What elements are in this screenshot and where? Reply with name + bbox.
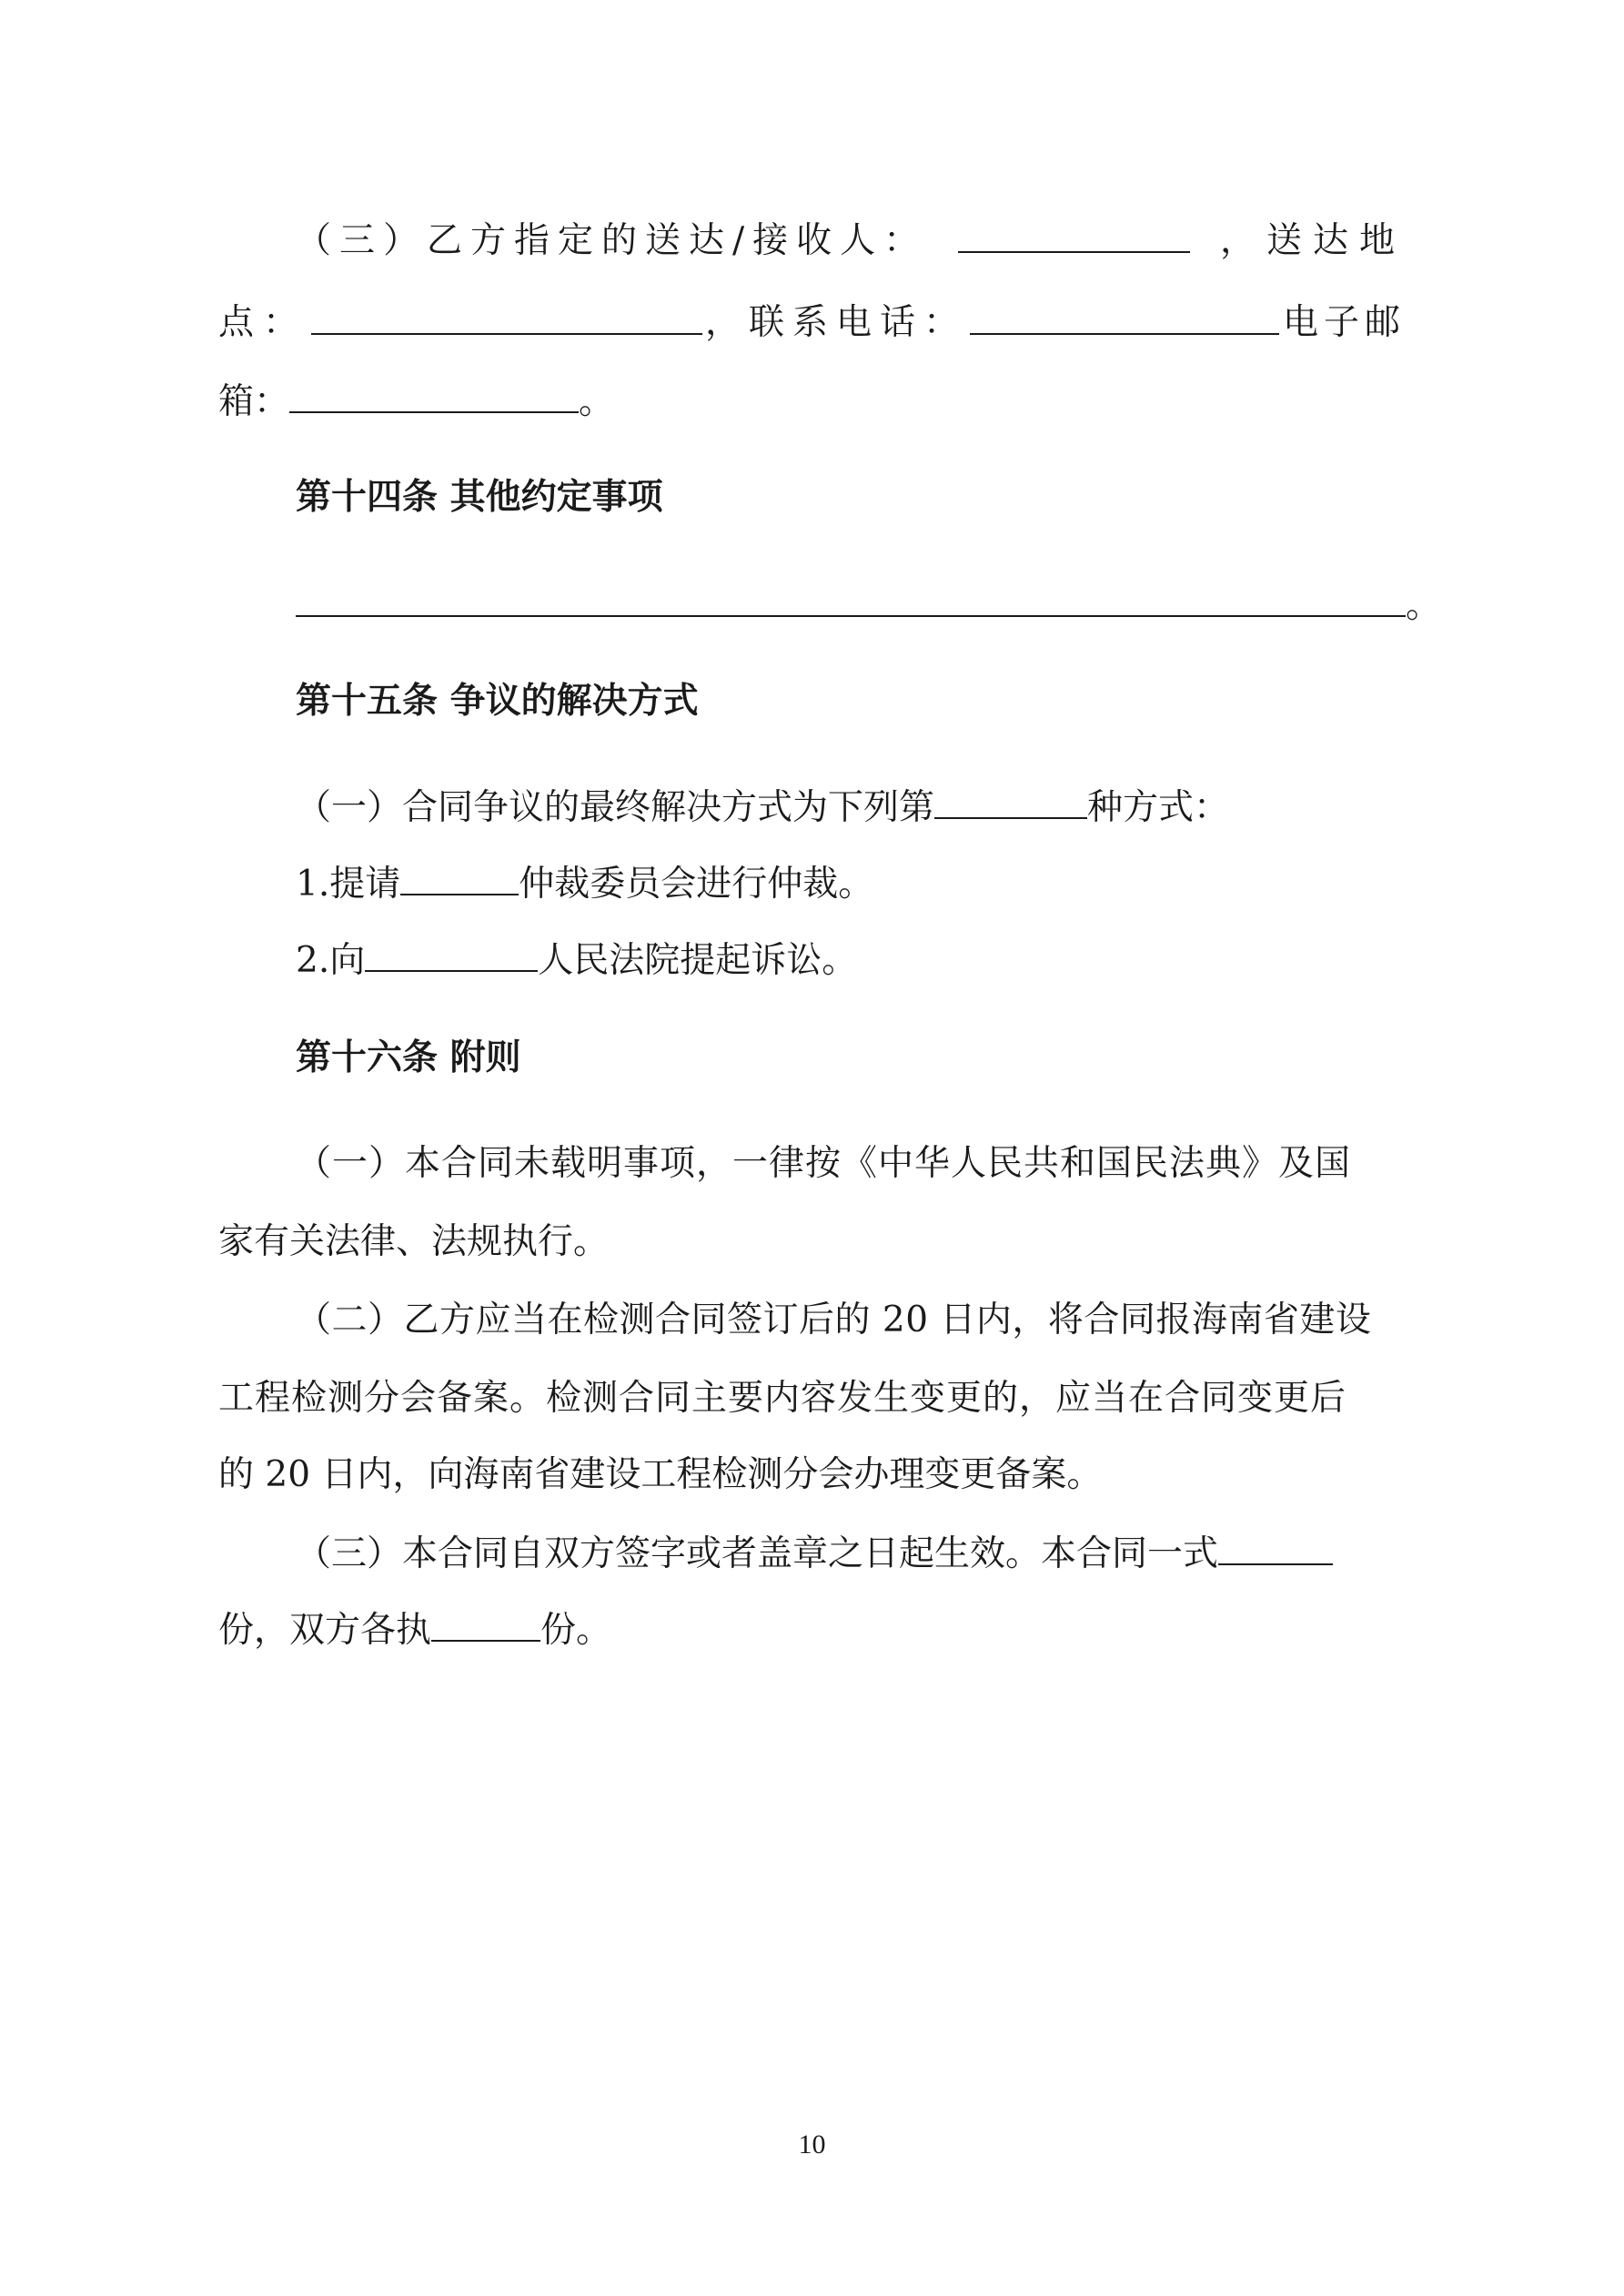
supplementary-item-2-line-2: 工程检测分会备案。检测合同主要内容发生变更的，应当在合同变更后 [218, 1378, 1347, 1419]
dispute-method-text-end: 种方式： [1087, 787, 1230, 828]
recipient-label: （三）乙方指定的送达/接收人： [296, 220, 928, 261]
arbitration-blank[interactable] [400, 859, 519, 895]
copies-each-text: 份，双方各执 [218, 1610, 432, 1651]
supplementary-item-2-line-3: 的 20 日内，向海南省建设工程检测分会办理变更备案。 [218, 1454, 1103, 1495]
email-end-mark: 。 [579, 381, 615, 422]
supplementary-item-1-line-1: （一）本合同未载明事项，一律按《中华人民共和国民法典》及国 [296, 1143, 1352, 1184]
arbitration-text: 1.提请 [296, 864, 401, 905]
copies-text: （三）本合同自双方签字或者盖章之日起生效。本合同一式 [296, 1533, 1219, 1574]
litigation-blank[interactable] [365, 936, 538, 972]
delivery-address-label: ，送达地 [1219, 220, 1406, 261]
arbitration-text-end: 仲裁委员会进行仲裁。 [519, 864, 874, 905]
clause-14-heading: 第十四条 其他约定事项 [296, 477, 663, 518]
other-matters-line [296, 581, 1442, 631]
clause-16-heading: 第十六条 附则 [296, 1037, 521, 1078]
address-phone-line [218, 298, 1406, 348]
phone-blank[interactable] [970, 298, 1279, 335]
email-label: 电子邮 [1282, 302, 1406, 343]
address-label-end: 点： [218, 302, 308, 343]
address-blank[interactable] [311, 298, 702, 335]
recipient-blank[interactable] [958, 217, 1190, 253]
other-matters-end-mark: 。 [1406, 585, 1442, 626]
supplementary-item-3-line-2 [218, 1605, 1406, 1655]
clause-15-heading: 第十五条 争议的解决方式 [296, 681, 699, 722]
phone-label: ，联系电话： [704, 302, 967, 343]
dispute-method-blank[interactable] [934, 783, 1087, 819]
supplementary-item-1-line-2: 家有关法律、法规执行。 [218, 1221, 610, 1262]
email-blank[interactable] [289, 377, 579, 413]
copies-each-blank[interactable] [431, 1605, 540, 1642]
supplementary-item-3-line-1 [296, 1529, 1406, 1579]
arbitration-option [296, 859, 1406, 909]
supplementary-item-2-line-1: （二）乙方应当在检测合同签订后的 20 日内，将合同报海南省建设 [296, 1300, 1372, 1340]
copies-total-blank[interactable] [1218, 1529, 1333, 1565]
dispute-method-text: （一）合同争议的最终解决方式为下列第 [296, 787, 935, 828]
dispute-method-line [296, 783, 1406, 833]
email-label-end: 箱： [218, 381, 290, 422]
copies-each-text-end: 份。 [540, 1610, 612, 1651]
litigation-text-end: 人民法院提起诉讼。 [538, 940, 858, 981]
litigation-option [296, 936, 1406, 986]
other-matters-blank[interactable] [296, 581, 1406, 617]
page-number: 10 [798, 2129, 826, 2159]
litigation-text: 2.向 [296, 940, 366, 981]
recipient-line [296, 217, 1406, 266]
email-line [218, 377, 1406, 427]
